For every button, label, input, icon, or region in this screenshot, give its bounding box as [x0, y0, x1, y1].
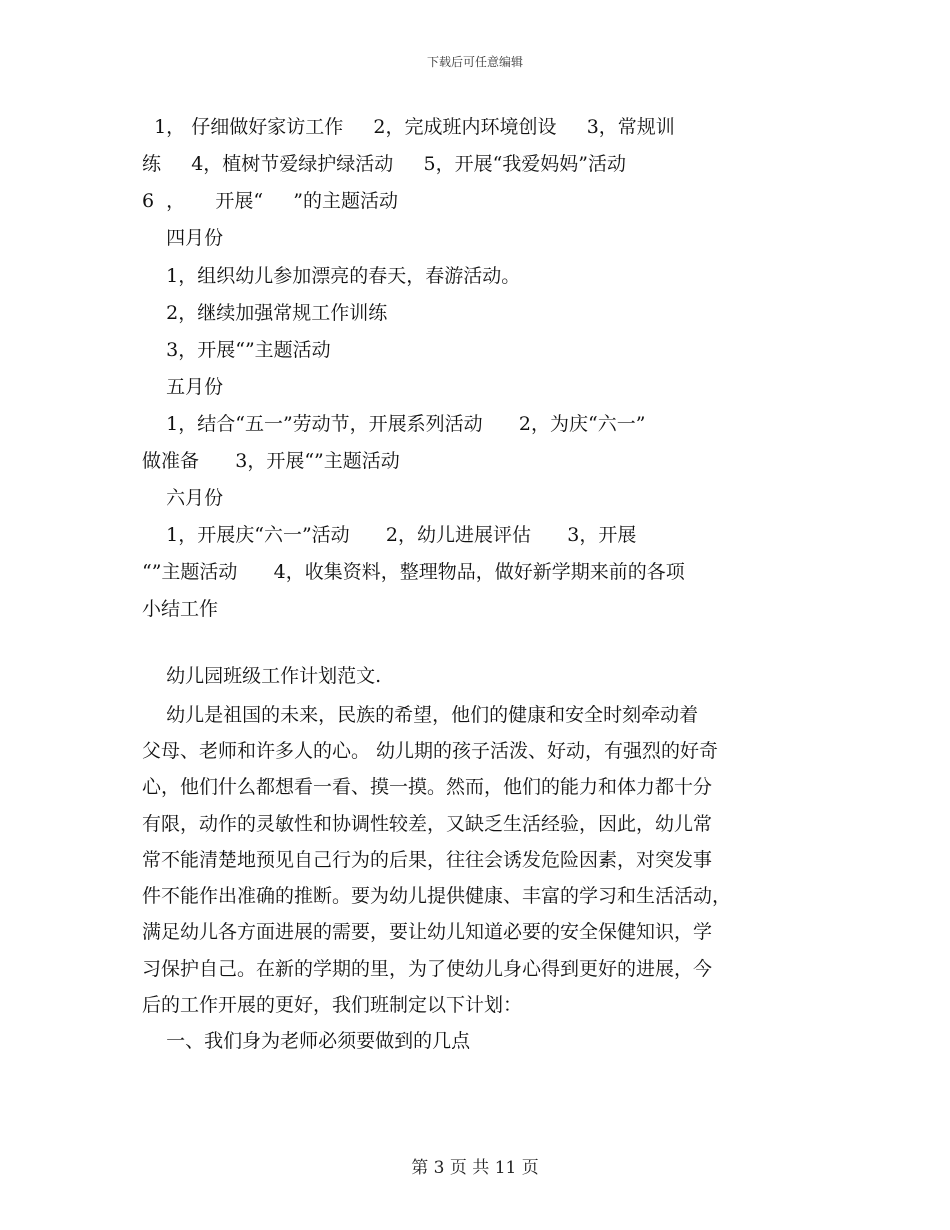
text-line: 1，组织幼儿参加漂亮的春天，春游活动。: [142, 265, 521, 287]
article-title: 幼儿园班级工作计划范文.: [142, 665, 382, 687]
paragraph-line: 常不能清楚地预见自己行为的后果，往往会诱发危险因素，对突发事: [142, 849, 713, 871]
section-heading-may: 五月份: [142, 376, 224, 398]
paragraph-line: 心，他们什么都想看一看、摸一摸。然而，他们的能力和体力都十分: [142, 776, 713, 798]
text-line: 小结工作: [142, 598, 219, 620]
text-line: 1，开展庆“六一”活动 2，幼儿进展评估 3，开展: [142, 524, 637, 546]
text-line: 1， 仔细做好家访工作 2，完成班内环境创设 3，常规训: [142, 116, 675, 138]
paragraph-line: 习保护自己。在新的学期的里，为了使幼儿身心得到更好的进展，今: [142, 958, 713, 980]
page-footer: 第 3 页 共 11 页: [411, 1158, 539, 1178]
section-heading-april: 四月份: [142, 227, 224, 249]
paragraph-line: 后的工作开展的更好，我们班制定以下计划：: [142, 994, 523, 1016]
paragraph-line: 满足幼儿各方面进展的需要，要让幼儿知道必要的安全保健知识，学: [142, 921, 713, 943]
text-line: 3，开展“”主题活动: [142, 339, 331, 361]
text-line: “”主题活动 4，收集资料，整理物品，做好新学期来前的各项: [142, 561, 685, 583]
text-line: 做准备 3，开展“”主题活动: [142, 450, 400, 472]
paragraph-line: 有限，动作的灵敏性和协调性较差，又缺乏生活经验，因此，幼儿常: [142, 813, 713, 835]
page-header: 下载后可任意编辑: [426, 55, 523, 69]
section-heading-june: 六月份: [142, 487, 224, 509]
text-line: 练 4，植树节爱绿护绿活动 5，开展“我爱妈妈”活动: [142, 153, 627, 175]
text-line: 1，结合“五一”劳动节，开展系列活动 2，为庆“六一”: [142, 413, 646, 435]
subsection-heading: 一、我们身为老师必须要做到的几点: [142, 1030, 471, 1052]
text-line: 2，继续加强常规工作训练: [142, 302, 388, 324]
text-line: 6 ， 开展“ ”的主题活动: [142, 190, 398, 212]
paragraph-line: 件不能作出准确的推断。要为幼儿提供健康、丰富的学习和生活活动，: [142, 885, 732, 907]
paragraph-line: 父母、老师和许多人的心。 幼儿期的孩子活泼、好动，有强烈的好奇: [142, 740, 719, 762]
paragraph-line: 幼儿是祖国的未来，民族的希望，他们的健康和安全时刻牵动着: [142, 704, 699, 726]
